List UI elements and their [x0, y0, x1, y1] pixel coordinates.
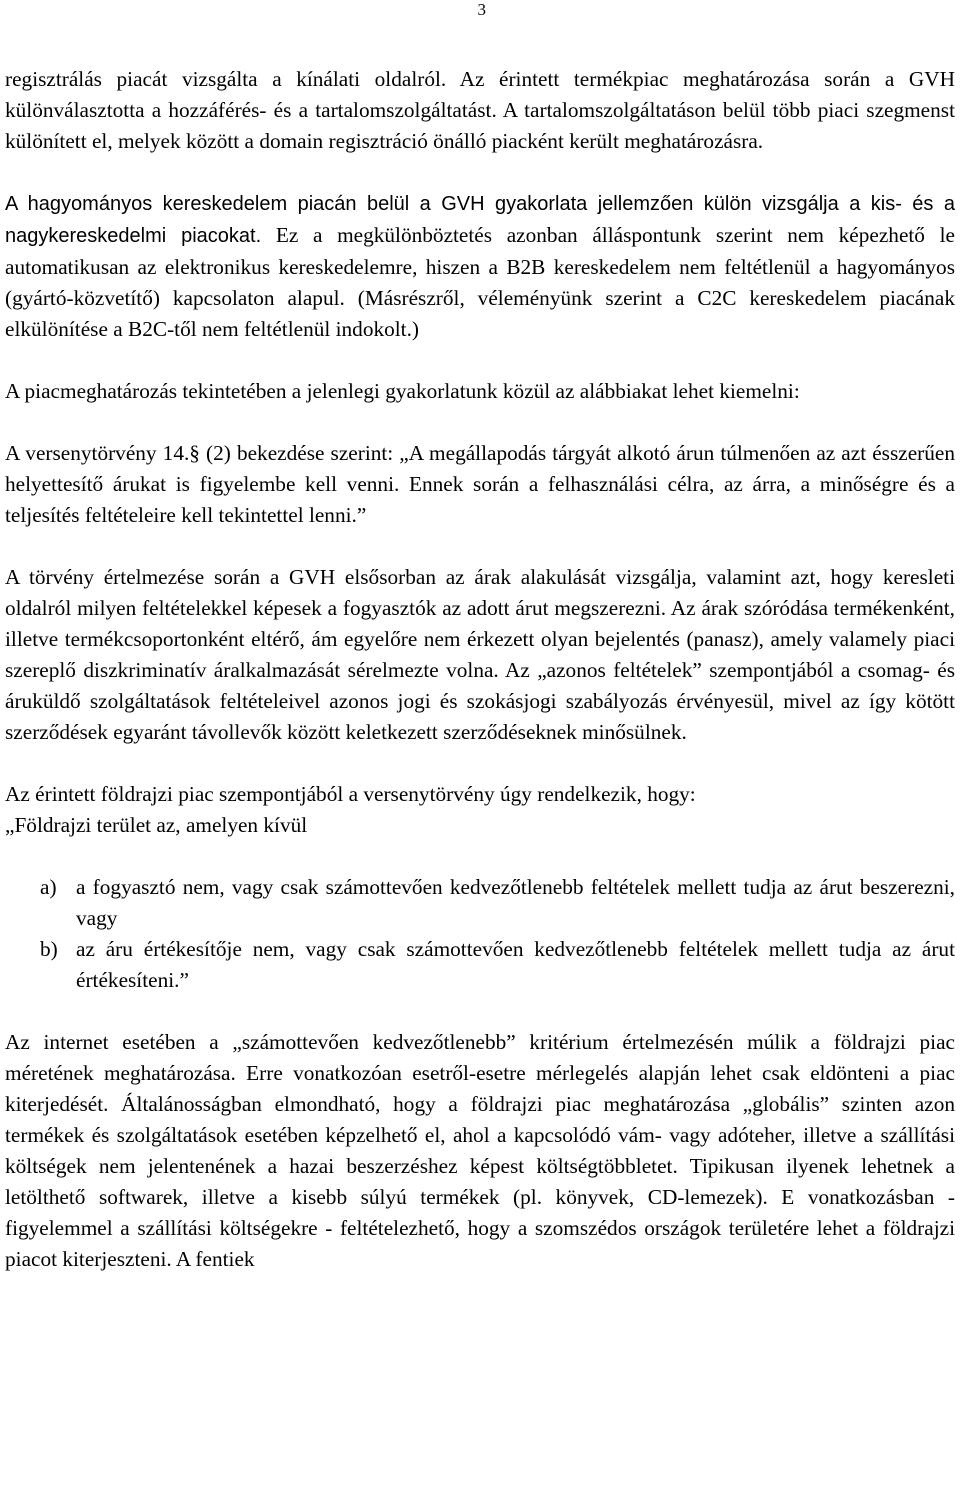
paragraph-traditional-trade-serif: Ez a megkülönböztetés azonban álláspontunk szerint nem képezhető le automatikusan az elektronikus kereskedelemre, hiszen a B2B kereskedelem nem feltétlenül a hagyományos (gyártó-közvetítő) kapcsolaton alapul. (Másrészről, véleményünk szerint a C2C kereskedelem piacának elkülönítése a B2C-től nem feltétlenül indokolt.)	[5, 223, 956, 341]
paragraph-gap	[5, 996, 955, 1027]
list-marker: a)	[40, 875, 57, 899]
paragraph-gap	[5, 531, 955, 562]
paragraph-gap	[5, 748, 955, 779]
list-marker: b)	[40, 937, 58, 961]
paragraph-geographic-market: Az érintett földrajzi piac szempontjából a versenytörvény úgy rendelkezik, hogy:	[5, 782, 696, 806]
paragraph-law-interpretation: A törvény értelmezése során a GVH elsősorban az árak alakulását vizsgálja, valamint azt, hogy keresleti oldalról milyen feltételekkel képesek a fogyasztók az adott árut megszerezni. Az árak szóródása termékenként, illetve termékcsoportonként eltérő, ám egyelőre nem érkezett olyan bejelentés (panasz), amely valamely piaci szereplő diszkriminatív áralkalmazását sérelmezte volna. Az „azonos feltételek” szempontjából a csomag- és áruküldő szolgáltatások feltételeivel azonos jogi és szokásjogi szabályozás érvényesül, mivel az így kötött szerződések egyaránt távollevők között keletkezett szerződéseknek minősülnek.	[5, 565, 955, 744]
paragraph-internet-market: Az internet esetében a „számottevően kedvezőtlenebb” kritérium értelmezésén múlik a földrajzi piac méretének meghatározása. Erre vonatkozóan esetről-esetre mérlegelés alapján lehet csak eldönteni a piac kiterjedését. Általánosságban elmondható, hogy a földrajzi piac meghatározása „globális” szinten azon termékek és szolgáltatások esetében képzelhető el, ahol a kapcsolódó vám- vagy adóteher, illetve a szállítási költségek nem jelentenének a hazai beszerzéshez képest költségtöbbletet. Tipikusan ilyenek lehetnek a letölthető softwarek, illetve a kisebb súlyú termékek (pl. könyvek, CD-lemezek). E vonatkozásban - figyelemmel a szállítási költségekre - feltételezhető, hogy a szomszédos országok területére lehet a földrajzi piacot kiterjeszteni. A fentiek	[5, 1030, 955, 1271]
paragraph-gap	[5, 407, 955, 438]
paragraph-domain-registration: regisztrálás piacát vizsgálta a kínálati oldalról. Az érintett termékpiac meghatározása során a GVH különválasztotta a hozzáférés- és a tartalomszolgáltatást. A tartalomszolgáltatáson belül több piaci szegmenst különített el, melyek között a domain regisztráció önálló piacként került meghatározásra.	[5, 67, 955, 153]
list-item-text: az áru értékesítője nem, vagy csak számottevően kedvezőtlenebb feltételek mellett tudja az árut értékesíteni.”	[76, 937, 955, 992]
document-body	[5, 64, 955, 1275]
paragraph-competition-law-quote: A versenytörvény 14.§ (2) bekezdése szerint: „A megállapodás tárgyát alkotó árun túlmenően az azt ésszerűen helyettesítő árukat is figyelembe kell venni. Ennek során a felhasználási célra, az árra, a minőségre és a teljesítés feltételeire kell tekintettel lenni.”	[5, 441, 955, 527]
paragraph-traditional-trade	[5, 188, 955, 345]
list-item	[5, 934, 955, 996]
paragraph-geographic-quote-start: „Földrajzi terület az, amelyen kívül	[5, 813, 308, 837]
paragraph-gap	[5, 841, 955, 872]
paragraph-market-definition-intro: A piacmeghatározás tekintetében a jelenlegi gyakorlatunk közül az alábbiakat lehet kiemelni:	[5, 379, 800, 403]
paragraph-traditional-trade-sans: A hagyományos kereskedelem piacán belül a GVH gyakorlata jellemzően külön vizsgálja a kis- és a nagykereskedelmi piacokat.	[5, 193, 955, 247]
page-number: 3	[477, 0, 486, 19]
paragraph-gap	[5, 157, 955, 188]
list-item	[5, 872, 955, 934]
paragraph-gap	[5, 345, 955, 376]
list-item-text: a fogyasztó nem, vagy csak számottevően kedvezőtlenebb feltételek mellett tudja az árut beszerezni, vagy	[76, 875, 955, 930]
